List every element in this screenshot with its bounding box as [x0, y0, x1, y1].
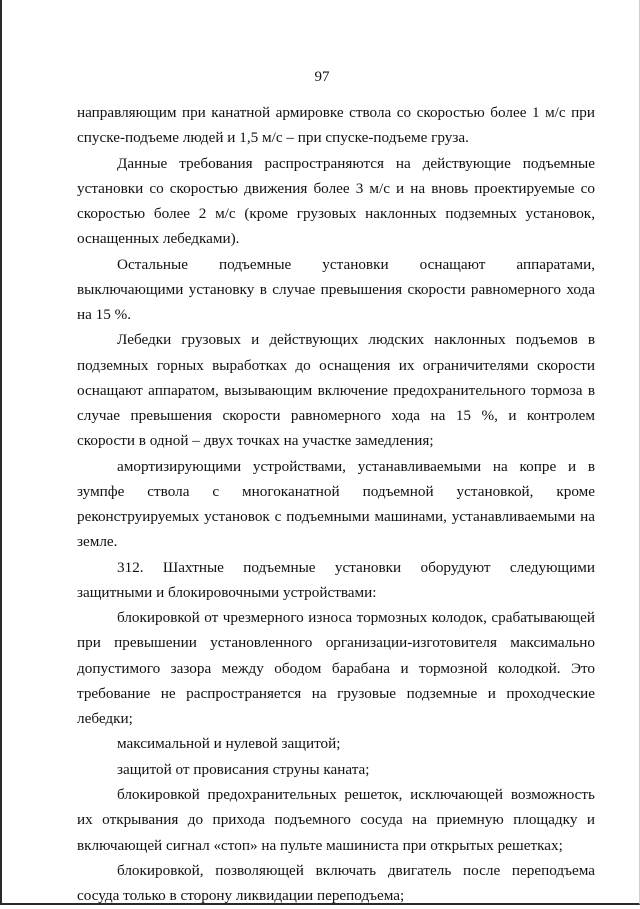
page-number: 97: [314, 69, 330, 85]
paragraph: Лебедки грузовых и действующих людских наклонных подъемов в подземных горных выработках до оснащения их ограничителями скорости оснащают аппаратом, вызывающим включение предохранительного тормоза в случае превышения скорости равномерного хода на 15 %, и контролем скорости в одной – двух точках на участке замедления;: [77, 331, 595, 450]
paragraph: направляющим при канатной армировке ствола со скоростью более 1 м/с при спуске-подъеме людей и 1,5 м/с – при спуске-подъеме груза.: [77, 104, 595, 147]
paragraph: амортизирующими устройствами, устанавливаемыми на копре и в зумпфе ствола с многоканатной подъемной установкой, кроме реконструируемых установок с подъемными машинами, устанавливаемыми на земле.: [77, 457, 595, 551]
paragraph: блокировкой предохранительных решеток, исключающей возможность их открывания до прихода подъемного сосуда на приемную площадку и включающей сигнал «стоп» на пульте машиниста при открытых решетках;: [77, 786, 595, 854]
paragraph: 312. Шахтные подъемные установки оборудуют следующими защитными и блокировочными устройствами:: [77, 558, 595, 601]
paragraph: Остальные подъемные установки оснащают аппаратами, выключающими установку в случае превышения скорости равномерного хода на 15 %.: [77, 255, 595, 323]
paragraph: Данные требования распространяются на действующие подъемные установки со скоростью движения более 3 м/с и на вновь проектируемые со скоростью более 2 м/с (кроме грузовых наклонных подземных установок, оснащенных лебедками).: [77, 154, 595, 248]
paragraph: блокировкой от чрезмерного износа тормозных колодок, срабатывающей при превышении установленного организации-изготовителя максимально допустимого зазора между ободом барабана и тормозной колодкой. Это требование не распространяется на грузовые подземные и проходческие лебедки;: [77, 609, 595, 727]
document-body: [77, 100, 595, 909]
paragraph: защитой от провисания струны каната;: [117, 760, 370, 778]
paragraph: блокировкой, позволяющей включать двигатель после переподъема сосуда только в сторону ликвидации переподъема;: [77, 861, 595, 905]
paragraph: максимальной и нулевой защитой;: [117, 735, 341, 753]
